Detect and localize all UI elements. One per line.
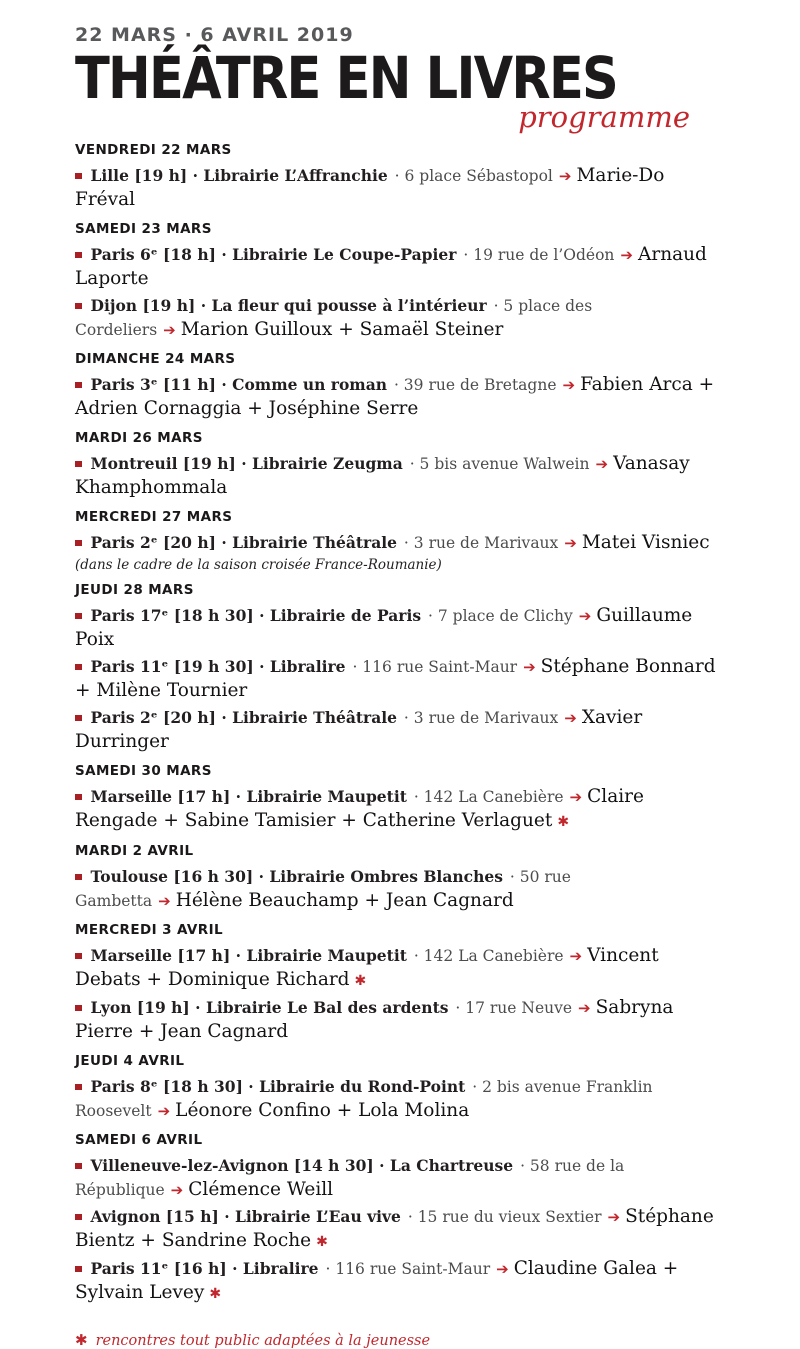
arrow-right-icon: ➔: [569, 947, 583, 965]
day-heading: MARDI 2 AVRIL: [75, 843, 194, 859]
day-events: [75, 604, 730, 754]
event-place: Lyon [19 h] · Librairie Le Bal des ardents: [90, 998, 449, 1017]
day-section: [75, 430, 730, 500]
bullet-square-icon: [75, 715, 82, 722]
event-guests: Hélène Beauchamp + Jean Cagnard: [175, 890, 514, 911]
arrow-right-icon: ➔: [157, 1102, 171, 1120]
day-heading: SAMEDI 30 MARS: [75, 763, 212, 779]
subtitle-programme: programme: [518, 100, 690, 134]
day-section: [75, 509, 730, 573]
event-item: [75, 373, 730, 421]
day-events: [75, 531, 730, 573]
event-guests: Stéphane Bonnard + Milène Tournier: [75, 656, 716, 701]
date-range: 22 MARS · 6 AVRIL 2019: [75, 24, 354, 46]
event-item: [75, 655, 730, 703]
event-address: · 3 rue de Marivaux: [403, 709, 559, 727]
event-item: [75, 944, 730, 993]
event-address: · 19 rue de l’Odéon: [463, 246, 615, 264]
day-heading: SAMEDI 23 MARS: [75, 221, 212, 237]
event-address: · 39 rue de Bretagne: [393, 376, 557, 394]
event-item: [75, 164, 730, 212]
day-heading: MARDI 26 MARS: [75, 430, 203, 446]
event-guests: Vanasay Khamphommala: [75, 453, 690, 498]
event-guests: Guillaume Poix: [75, 605, 693, 650]
bullet-square-icon: [75, 1005, 82, 1012]
page-header: [75, 24, 730, 133]
event-item: [75, 1154, 730, 1202]
event-address: · 5 bis avenue Walwein: [409, 455, 590, 473]
arrow-right-icon: ➔: [564, 534, 577, 552]
arrow-right-icon: ➔: [595, 455, 609, 473]
event-place: Dijon [19 h] · La fleur qui pousse à l’intérieur: [90, 296, 487, 315]
arrow-right-icon: ➔: [523, 658, 536, 676]
day-section: [75, 1053, 730, 1123]
bullet-square-icon: [75, 540, 82, 547]
event-place: Villeneuve-lez-Avignon [14 h 30] · La Chartreuse: [90, 1156, 514, 1175]
day-section: [75, 582, 730, 754]
event-item: [75, 531, 730, 555]
event-address: · 50 rue Gambetta: [75, 868, 571, 910]
event-address: · 5 place des Cordeliers: [75, 297, 593, 339]
youth-asterisk-icon: ✱: [354, 973, 367, 989]
bullet-square-icon: [75, 303, 82, 310]
event-place: Toulouse [16 h 30] · Librairie Ombres Blanches: [90, 867, 503, 886]
bullet-square-icon: [75, 1163, 82, 1170]
event-address: · 116 rue Saint-Maur: [325, 1260, 491, 1278]
event-place: Paris 11ᵉ [19 h 30] · Libralire: [90, 657, 346, 676]
event-place: Paris 2ᵉ [20 h] · Librairie Théâtrale: [90, 708, 397, 727]
event-place: Marseille [17 h] · Librairie Maupetit: [90, 946, 407, 965]
day-events: [75, 865, 730, 913]
bullet-square-icon: [75, 613, 82, 620]
arrow-right-icon: ➔: [620, 246, 633, 264]
event-item: [75, 706, 730, 754]
arrow-right-icon: ➔: [607, 1208, 621, 1226]
event-guests: Arnaud Laporte: [75, 244, 707, 289]
day-section: [75, 763, 730, 834]
day-events: [75, 373, 730, 421]
event-item: [75, 1257, 730, 1306]
day-heading: SAMEDI 6 AVRIL: [75, 1132, 203, 1148]
arrow-right-icon: ➔: [562, 376, 576, 394]
event-place: Paris 11ᵉ [16 h] · Libralire: [90, 1259, 319, 1278]
day-events: [75, 1154, 730, 1306]
day-section: [75, 843, 730, 913]
youth-asterisk-icon: ✱: [209, 1286, 222, 1302]
event-note: (dans le cadre de la saison croisée France-Roumanie): [75, 557, 442, 573]
day-events: [75, 1075, 730, 1123]
day-heading: VENDREDI 22 MARS: [75, 142, 232, 158]
event-item: [75, 996, 730, 1044]
arrow-right-icon: ➔: [558, 167, 572, 185]
event-item: [75, 1075, 730, 1123]
day-heading: JEUDI 4 AVRIL: [75, 1053, 185, 1069]
arrow-right-icon: ➔: [496, 1260, 509, 1278]
event-guests: Clémence Weill: [188, 1179, 334, 1200]
event-item: [75, 243, 730, 291]
arrow-right-icon: ➔: [578, 999, 591, 1017]
day-section: [75, 142, 730, 212]
event-place: Paris 3ᵉ [11 h] · Comme un roman: [90, 375, 388, 394]
event-guests: Claire Rengade + Sabine Tamisier + Catherine Verlaguet: [75, 786, 644, 831]
day-heading: MERCREDI 3 AVRIL: [75, 922, 223, 938]
event-address: · 7 place de Clichy: [428, 607, 573, 625]
event-guests: Stéphane Bientz + Sandrine Roche: [75, 1206, 714, 1251]
bullet-square-icon: [75, 1266, 82, 1273]
bullet-square-icon: [75, 664, 82, 671]
event-item: [75, 294, 730, 342]
event-guests: Fabien Arca + Adrien Cornaggia + Joséphine Serre: [75, 374, 715, 419]
day-events: [75, 944, 730, 1044]
event-address: · 142 La Canebière: [413, 788, 564, 806]
event-place: Paris 6ᵉ [18 h] · Librairie Le Coupe-Papier: [90, 245, 457, 264]
event-address: · 17 rue Neuve: [455, 999, 573, 1017]
arrow-right-icon: ➔: [569, 788, 583, 806]
day-section: [75, 922, 730, 1044]
event-address: · 142 La Canebière: [413, 947, 564, 965]
event-place: Paris 2ᵉ [20 h] · Librairie Théâtrale: [90, 533, 397, 552]
footnote-text: rencontres tout public adaptées à la jeunesse: [95, 1333, 431, 1349]
event-address: · 6 place Sébastopol: [394, 167, 553, 185]
day-heading: JEUDI 28 MARS: [75, 582, 194, 598]
bullet-square-icon: [75, 252, 82, 259]
bullet-square-icon: [75, 874, 82, 881]
arrow-right-icon: ➔: [170, 1181, 184, 1199]
event-address: · 15 rue du vieux Sextier: [407, 1208, 602, 1226]
day-events: [75, 452, 730, 500]
event-place: Paris 8ᵉ [18 h 30] · Librairie du Rond-Point: [90, 1077, 466, 1096]
footnote: [75, 1330, 730, 1349]
day-section: [75, 1132, 730, 1306]
bullet-square-icon: [75, 173, 82, 180]
day-section: [75, 351, 730, 421]
arrow-right-icon: ➔: [578, 607, 592, 625]
event-item: [75, 604, 730, 652]
arrow-right-icon: ➔: [163, 321, 176, 339]
event-address: · 3 rue de Marivaux: [403, 534, 559, 552]
event-item: [75, 785, 730, 834]
bullet-square-icon: [75, 382, 82, 389]
event-guests: Matei Visniec: [581, 532, 710, 553]
event-guests: Xavier Durringer: [75, 707, 643, 752]
event-guests: Claudine Galea + Sylvain Levey: [75, 1258, 679, 1303]
youth-asterisk-icon: ✱: [316, 1234, 328, 1250]
event-item: [75, 452, 730, 500]
arrow-right-icon: ➔: [158, 892, 171, 910]
youth-asterisk-icon: ✱: [557, 814, 570, 830]
event-place: Lille [19 h] · Librairie L’Affranchie: [90, 166, 388, 185]
event-address: · 116 rue Saint-Maur: [352, 658, 518, 676]
bullet-square-icon: [75, 461, 82, 468]
event-address: · 58 rue de la République: [75, 1157, 625, 1199]
page-title: THÉÂTRE EN LIVRES: [75, 44, 618, 112]
events-list: [75, 142, 730, 1306]
arrow-right-icon: ➔: [564, 709, 577, 727]
day-heading: DIMANCHE 24 MARS: [75, 351, 236, 367]
bullet-square-icon: [75, 953, 82, 960]
day-events: [75, 243, 730, 342]
event-item: [75, 865, 730, 913]
event-place: Avignon [15 h] · Librairie L’Eau vive: [90, 1207, 401, 1226]
event-place: Montreuil [19 h] · Librairie Zeugma: [90, 454, 403, 473]
event-guests: Sabryna Pierre + Jean Cagnard: [75, 997, 674, 1042]
event-guests: Marie-Do Fréval: [75, 165, 665, 210]
day-events: [75, 164, 730, 212]
bullet-square-icon: [75, 1214, 82, 1221]
event-guests: Vincent Debats + Dominique Richard: [75, 945, 659, 990]
event-address: · 2 bis avenue Franklin Roosevelt: [75, 1078, 653, 1120]
event-place: Paris 17ᵉ [18 h 30] · Librairie de Paris: [90, 606, 422, 625]
footnote-asterisk-icon: ✱: [75, 1331, 88, 1349]
event-guests: Marion Guilloux + Samaël Steiner: [180, 319, 504, 340]
bullet-square-icon: [75, 1084, 82, 1091]
event-place: Marseille [17 h] · Librairie Maupetit: [90, 787, 407, 806]
event-guests: Léonore Confino + Lola Molina: [175, 1100, 470, 1121]
day-heading: MERCREDI 27 MARS: [75, 509, 233, 525]
day-section: [75, 221, 730, 342]
bullet-square-icon: [75, 794, 82, 801]
event-item: [75, 1205, 730, 1254]
day-events: [75, 785, 730, 834]
